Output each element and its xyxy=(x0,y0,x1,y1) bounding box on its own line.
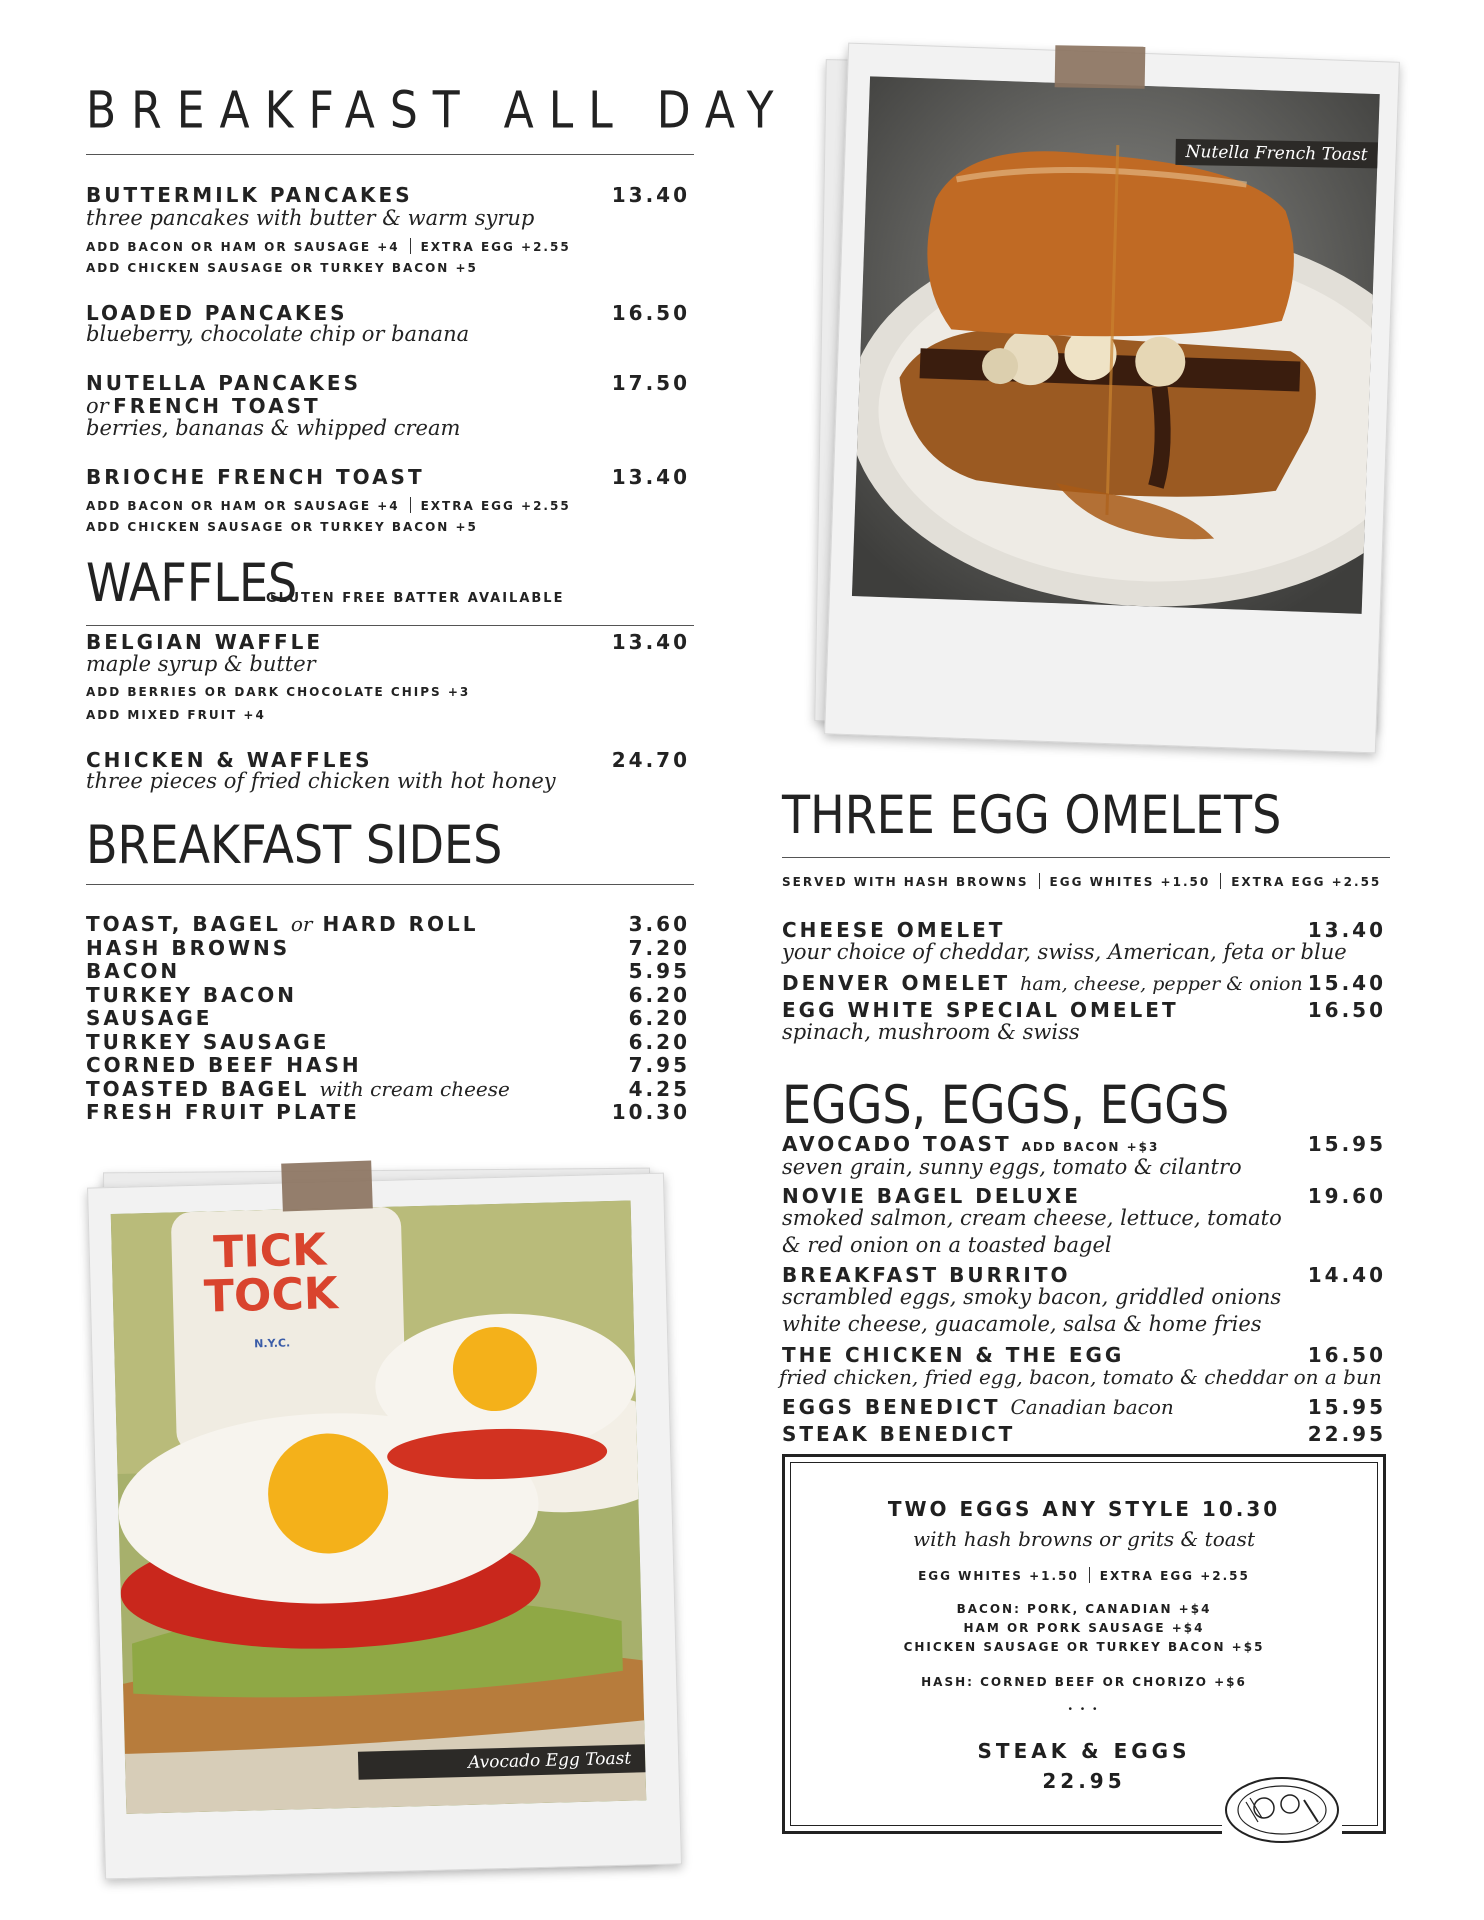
photo-avocado-egg-toast xyxy=(111,1200,647,1813)
side-turkey-bacon: TURKEY BACON xyxy=(86,983,298,1007)
item-avocado-toast xyxy=(782,1134,1159,1154)
avocado-name: AVOCADO TOAST xyxy=(782,1132,1012,1156)
side-turkey-sausage: TURKEY SAUSAGE xyxy=(86,1030,330,1054)
price-avocado-toast: 15.95 xyxy=(1307,1132,1386,1156)
divider xyxy=(782,857,1390,858)
special-extra: EXTRA EGG +2.55 xyxy=(1099,1569,1250,1583)
tape-top xyxy=(1055,45,1146,89)
separator xyxy=(1220,873,1221,889)
addon-brioche xyxy=(86,497,571,513)
price-cheese-omelet: 13.40 xyxy=(1307,918,1386,942)
desc-loaded-pancakes: blueberry, chocolate chip or banana xyxy=(86,322,470,346)
or-word: or xyxy=(290,912,313,936)
side-sausage: SAUSAGE xyxy=(86,1006,213,1030)
or-word: or xyxy=(86,394,109,418)
item-chicken-waffles: CHICKEN & WAFFLES xyxy=(86,748,373,772)
special-title: TWO EGGS ANY STYLE 10.30 xyxy=(887,1497,1281,1521)
mug-text-tick: TICK xyxy=(212,1224,327,1279)
special-line-1: BACON: PORK, CANADIAN +$4 xyxy=(956,1602,1212,1616)
side-name: TOAST, BAGEL xyxy=(86,912,281,936)
item-belgian-waffle: BELGIAN WAFFLE xyxy=(86,630,324,654)
separator xyxy=(1039,873,1040,889)
sides-title: BREAKFAST SIDES xyxy=(86,813,503,876)
denver-note: ham, cheese, pepper & onion xyxy=(1020,973,1303,995)
side-price: 6.20 xyxy=(628,1006,690,1030)
egg-whites: EGG WHITES +1.50 xyxy=(1049,875,1211,889)
benedict-name: EGGS BENEDICT xyxy=(782,1395,1001,1419)
steak-eggs-price: 22.95 xyxy=(1042,1769,1126,1793)
addon-brioche-2: ADD CHICKEN SAUSAGE OR TURKEY BACON +5 xyxy=(86,520,478,534)
price-novie-bagel: 19.60 xyxy=(1307,1184,1386,1208)
price-belgian-waffle: 13.40 xyxy=(611,630,690,654)
addon-waffle-2: ADD MIXED FRUIT +4 xyxy=(86,708,266,722)
mug-text-nyc: N.Y.C. xyxy=(254,1336,291,1351)
price-chicken-waffles: 24.70 xyxy=(611,748,690,772)
tape-bottom xyxy=(281,1160,373,1211)
photo-frame-avocado xyxy=(87,1173,682,1880)
side-note: with cream cheese xyxy=(319,1077,510,1101)
item-egg-white-omelet: EGG WHITE SPECIAL OMELET xyxy=(782,998,1179,1022)
price-denver-omelet: 15.40 xyxy=(1307,971,1386,995)
caption-nutella: Nutella French Toast xyxy=(1176,139,1378,169)
special-line-4: HASH: CORNED BEEF OR CHORIZO +$6 xyxy=(921,1675,1247,1689)
desc-chicken-egg: fried chicken, fried egg, bacon, tomato & cheddar on a bun xyxy=(779,1365,1382,1389)
waffles-note: GLUTEN FREE BATTER AVAILABLE xyxy=(266,591,565,606)
side-name-2: HARD ROLL xyxy=(322,912,479,936)
item-breakfast-burrito: BREAKFAST BURRITO xyxy=(782,1263,1071,1287)
side-name: TOASTED BAGEL xyxy=(86,1077,310,1101)
side-price: 7.95 xyxy=(628,1053,690,1077)
desc-buttermilk-pancakes: three pancakes with butter & warm syrup xyxy=(86,206,535,230)
item-french-toast: FRENCH TOAST xyxy=(113,394,321,418)
divider xyxy=(86,884,694,885)
breakfast-title: BREAKFAST ALL DAY xyxy=(86,81,789,141)
price-buttermilk-pancakes: 13.40 xyxy=(611,183,690,207)
price-loaded-pancakes: 16.50 xyxy=(611,301,690,325)
side-price: 6.20 xyxy=(628,983,690,1007)
plate-icon xyxy=(1222,1772,1342,1846)
side-price: 7.20 xyxy=(628,936,690,960)
extra-egg: EXTRA EGG +2.55 xyxy=(1231,875,1382,889)
separator xyxy=(410,497,411,513)
special-line-3: CHICKEN SAUSAGE OR TURKEY BACON +$5 xyxy=(903,1640,1265,1654)
denver-name: DENVER OMELET xyxy=(782,971,1011,995)
side-price: 3.60 xyxy=(628,912,690,936)
item-steak-benedict: STEAK BENEDICT xyxy=(782,1422,1016,1446)
special-line-2: HAM OR PORK SAUSAGE +$4 xyxy=(963,1621,1205,1635)
side-bacon: BACON xyxy=(86,959,181,983)
caption-avocado: Avocado Egg Toast xyxy=(358,1744,646,1780)
item-brioche-french-toast: BRIOCHE FRENCH TOAST xyxy=(86,465,425,489)
divider xyxy=(86,154,694,155)
served-with: SERVED WITH HASH BROWNS xyxy=(782,875,1029,889)
eggs-title: EGGS, EGGS, EGGS xyxy=(782,1073,1230,1136)
separator xyxy=(410,238,411,254)
special-subtitle: with hash browns or grits & toast xyxy=(913,1527,1255,1551)
steak-eggs-title: STEAK & EGGS xyxy=(977,1739,1191,1763)
item-eggs-benedict xyxy=(782,1397,1174,1417)
desc-egg-white-omelet: spinach, mushroom & swiss xyxy=(782,1020,1080,1044)
benedict-note: Canadian bacon xyxy=(1010,1395,1174,1419)
mug-logo xyxy=(199,1224,342,1351)
side-toasted-bagel xyxy=(86,1079,510,1099)
desc-cheese-omelet: your choice of cheddar, swiss, American, feta or blue xyxy=(782,940,1347,964)
omelets-title: THREE EGG OMELETS xyxy=(782,783,1282,846)
desc-novie-bagel-2: & red onion on a toasted bagel xyxy=(782,1233,1112,1257)
price-eggs-benedict: 15.95 xyxy=(1307,1395,1386,1419)
item-loaded-pancakes: LOADED PANCAKES xyxy=(86,301,348,325)
desc-burrito-2: white cheese, guacamole, salsa & home fries xyxy=(782,1312,1262,1336)
mug-text-tock: TOCK xyxy=(203,1268,339,1323)
side-corned-beef-hash: CORNED BEEF HASH xyxy=(86,1053,362,1077)
side-hash-browns: HASH BROWNS xyxy=(86,936,291,960)
addon-buttermilk-2: ADD CHICKEN SAUSAGE OR TURKEY BACON +5 xyxy=(86,261,478,275)
desc-burrito: scrambled eggs, smoky bacon, griddled onions xyxy=(782,1285,1282,1309)
addon-extra-egg: EXTRA EGG +2.55 xyxy=(420,240,571,254)
special-dots: • • • xyxy=(1068,1704,1100,1715)
item-cheese-omelet: CHEESE OMELET xyxy=(782,918,1006,942)
separator xyxy=(1089,1567,1090,1583)
price-brioche: 13.40 xyxy=(611,465,690,489)
item-denver-omelet xyxy=(782,973,1303,994)
special-whites: EGG WHITES +1.50 xyxy=(918,1569,1079,1583)
addon-extra-egg: EXTRA EGG +2.55 xyxy=(420,499,571,513)
special-options xyxy=(785,1567,1383,1583)
addon-bacon: ADD BACON OR HAM OR SAUSAGE +4 xyxy=(86,240,400,254)
price-nutella-pancakes: 17.50 xyxy=(611,371,690,395)
divider xyxy=(86,625,694,626)
waffles-title: WAFFLES xyxy=(86,551,298,614)
avocado-addon: ADD BACON +$3 xyxy=(1021,1140,1160,1154)
item-nutella-pancakes: NUTELLA PANCAKES xyxy=(86,371,361,395)
desc-nutella: berries, bananas & whipped cream xyxy=(86,416,461,440)
side-price: 5.95 xyxy=(628,959,690,983)
desc-avocado-toast: seven grain, sunny eggs, tomato & cilantro xyxy=(782,1155,1242,1179)
item-nutella-line2 xyxy=(86,396,321,418)
item-chicken-egg: THE CHICKEN & THE EGG xyxy=(782,1343,1125,1367)
addon-bacon: ADD BACON OR HAM OR SAUSAGE +4 xyxy=(86,499,400,513)
item-buttermilk-pancakes: BUTTERMILK PANCAKES xyxy=(86,183,413,207)
photo-frame-nutella xyxy=(824,43,1400,754)
price-breakfast-burrito: 14.40 xyxy=(1307,1263,1386,1287)
desc-novie-bagel: smoked salmon, cream cheese, lettuce, tomato xyxy=(782,1206,1282,1230)
price-egg-white-omelet: 16.50 xyxy=(1307,998,1386,1022)
side-price: 6.20 xyxy=(628,1030,690,1054)
addon-waffle-1: ADD BERRIES OR DARK CHOCOLATE CHIPS +3 xyxy=(86,685,471,699)
desc-chicken-waffles: three pieces of fried chicken with hot honey xyxy=(86,769,556,793)
item-novie-bagel: NOVIE BAGEL DELUXE xyxy=(782,1184,1081,1208)
desc-belgian-waffle: maple syrup & butter xyxy=(86,652,316,676)
side-price: 10.30 xyxy=(611,1100,690,1124)
avocado-toast-illustration xyxy=(111,1200,647,1813)
photo-nutella-french-toast xyxy=(852,76,1380,613)
price-chicken-egg: 16.50 xyxy=(1307,1343,1386,1367)
side-price: 4.25 xyxy=(628,1077,690,1101)
side-fresh-fruit: FRESH FRUIT PLATE xyxy=(86,1100,360,1124)
omelets-served xyxy=(782,873,1381,889)
addon-buttermilk xyxy=(86,238,571,254)
price-steak-benedict: 22.95 xyxy=(1307,1422,1386,1446)
side-toast xyxy=(86,914,479,934)
